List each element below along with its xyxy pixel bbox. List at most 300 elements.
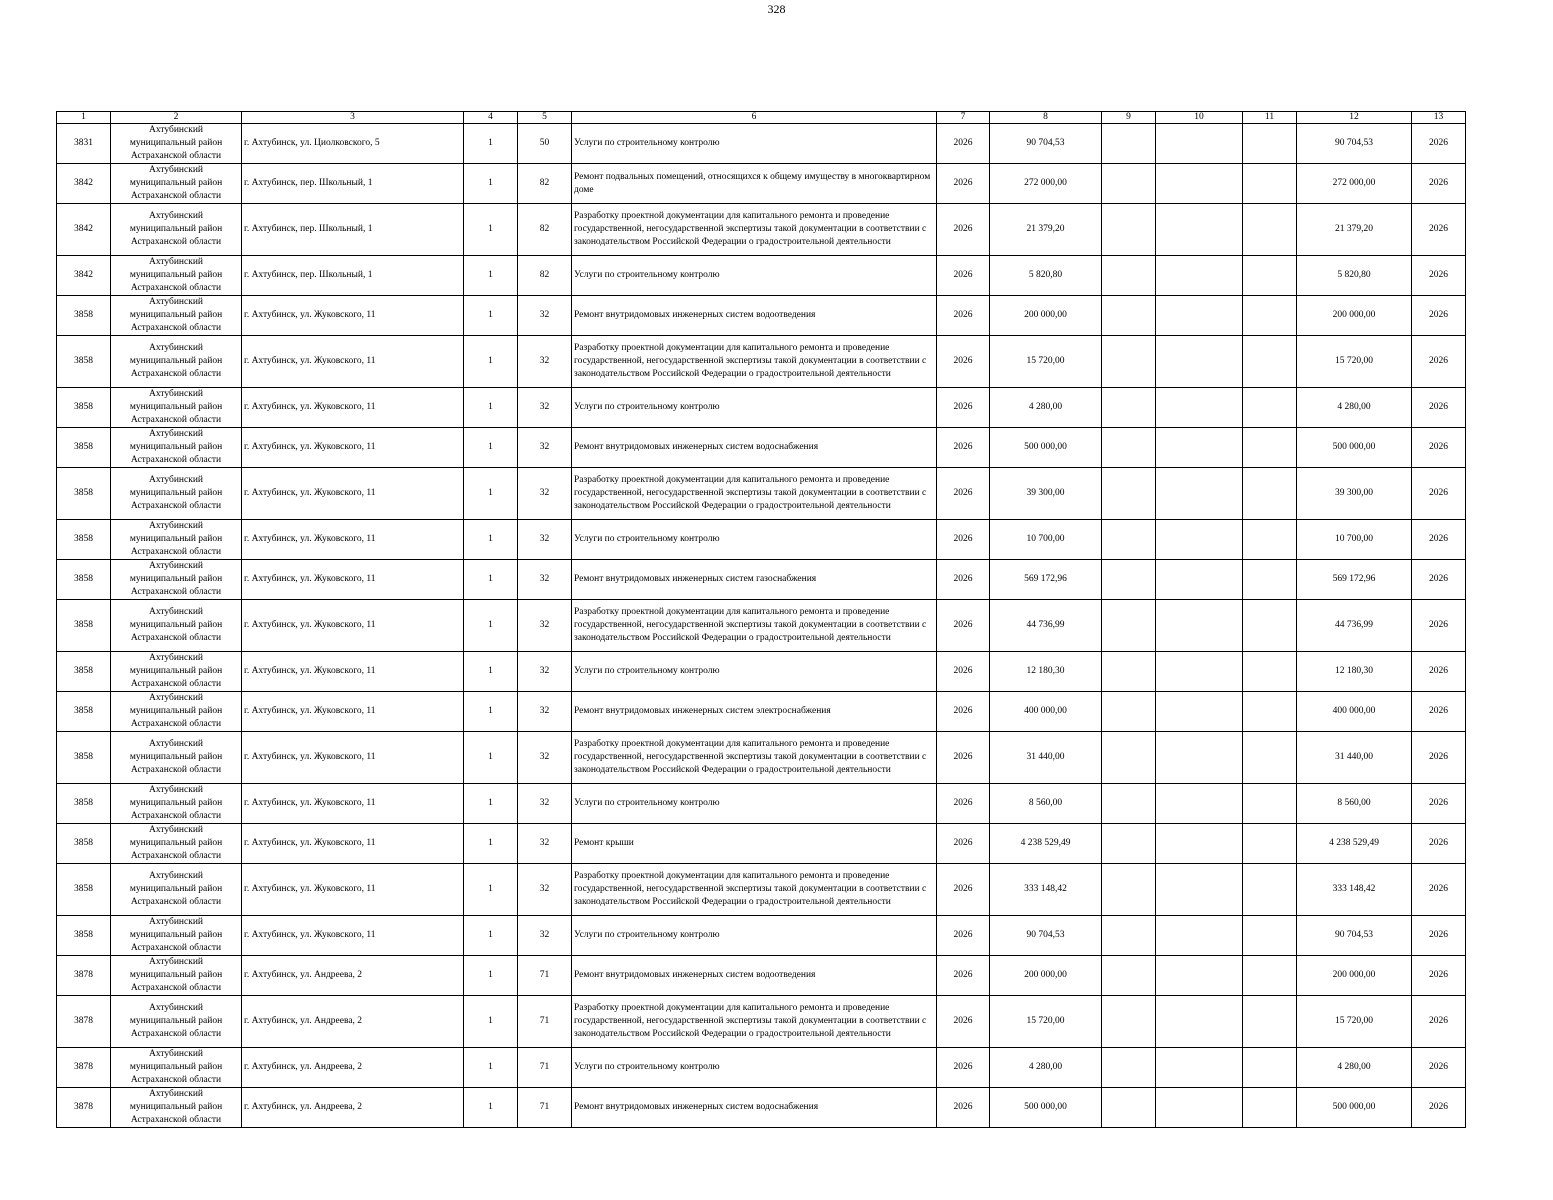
completion-year: 2026 [1412,560,1466,600]
municipality-line: Астраханской области [130,151,222,161]
col-5-value: 32 [518,468,572,520]
col-10-value [1156,256,1243,296]
object-number: 3858 [57,600,111,652]
col-9-value [1102,864,1156,916]
cost-regional: 90 704,53 [1297,916,1412,956]
municipality [111,956,242,996]
work-type: Разработку проектной документации для капитального ремонта и проведение государственной, негосударственной экспертизы такой документации в соответствии с законодательством Российской Федерации о градостроительной деятельности [572,468,937,520]
cost-regional: 200 000,00 [1297,956,1412,996]
year: 2026 [937,256,990,296]
municipality-line: Ахтубинский [148,257,204,267]
col-5-value: 32 [518,296,572,336]
completion-year: 2026 [1412,204,1466,256]
municipality [111,124,242,164]
object-number: 3858 [57,296,111,336]
completion-year: 2026 [1412,296,1466,336]
year: 2026 [937,1048,990,1088]
municipality-line: Астраханской области [130,283,222,293]
municipality [111,864,242,916]
col-9-value [1102,520,1156,560]
col-4-value: 1 [464,256,518,296]
col-5-value: 32 [518,388,572,428]
municipality-line: муниципальный район [129,884,223,894]
address: г. Ахтубинск, ул. Жуковского, 11 [242,784,464,824]
col-4-value: 1 [464,732,518,784]
object-number: 3858 [57,824,111,864]
col-10-value [1156,652,1243,692]
municipality-line: Ахтубинский [148,607,204,617]
col-10-value [1156,124,1243,164]
municipality-line: муниципальный район [129,534,223,544]
municipality-line: муниципальный район [129,838,223,848]
col-9-value [1102,996,1156,1048]
completion-year: 2026 [1412,652,1466,692]
municipality-line: Ахтубинский [148,739,204,749]
col-5-value: 71 [518,996,572,1048]
cost-total: 4 280,00 [990,1048,1102,1088]
col-10-value [1156,520,1243,560]
object-number: 3831 [57,124,111,164]
municipality [111,1048,242,1088]
col-11-value [1243,520,1297,560]
col-4-value: 1 [464,296,518,336]
work-type: Ремонт внутридомовых инженерных систем газоснабжения [572,560,937,600]
col-5-value: 71 [518,956,572,996]
column-header-10: 10 [1156,112,1243,124]
municipality-line: муниципальный район [129,1102,223,1112]
municipality [111,388,242,428]
table-row [57,428,1466,468]
col-9-value [1102,692,1156,732]
municipality [111,468,242,520]
work-type: Услуги по строительному контролю [572,124,937,164]
municipality-line: Ахтубинский [148,389,204,399]
object-number: 3858 [57,784,111,824]
cost-regional: 90 704,53 [1297,124,1412,164]
object-number: 3842 [57,204,111,256]
col-9-value [1102,824,1156,864]
col-5-value: 32 [518,784,572,824]
col-9-value [1102,468,1156,520]
col-4-value: 1 [464,388,518,428]
completion-year: 2026 [1412,256,1466,296]
municipality-line: Ахтубинский [148,1003,204,1013]
col-11-value [1243,1088,1297,1128]
work-type: Ремонт подвальных помещений, относящихся к общему имуществу в многоквартирном доме [572,164,937,204]
object-number: 3858 [57,916,111,956]
table-row [57,124,1466,164]
cost-regional: 15 720,00 [1297,336,1412,388]
table-row [57,296,1466,336]
col-4-value: 1 [464,600,518,652]
work-type: Ремонт внутридомовых инженерных систем электроснабжения [572,692,937,732]
municipality-line: Ахтубинский [148,1049,204,1059]
col-11-value [1243,164,1297,204]
col-5-value: 32 [518,824,572,864]
municipality-line: Астраханской области [130,983,222,993]
work-type: Ремонт внутридомовых инженерных систем водоотведения [572,956,937,996]
work-type: Услуги по строительному контролю [572,520,937,560]
col-9-value [1102,652,1156,692]
col-9-value [1102,1048,1156,1088]
cost-regional: 333 148,42 [1297,864,1412,916]
year: 2026 [937,956,990,996]
year: 2026 [937,784,990,824]
year: 2026 [937,824,990,864]
cost-regional: 400 000,00 [1297,692,1412,732]
col-11-value [1243,692,1297,732]
cost-total: 90 704,53 [990,916,1102,956]
col-10-value [1156,204,1243,256]
cost-total: 333 148,42 [990,864,1102,916]
completion-year: 2026 [1412,520,1466,560]
cost-regional: 39 300,00 [1297,468,1412,520]
col-11-value [1243,468,1297,520]
object-number: 3858 [57,732,111,784]
cost-total: 569 172,96 [990,560,1102,600]
municipality-line: Астраханской области [130,811,222,821]
completion-year: 2026 [1412,468,1466,520]
col-5-value: 32 [518,864,572,916]
municipality-line: муниципальный район [129,488,223,498]
municipality-line: Ахтубинский [148,521,204,531]
cost-regional: 12 180,30 [1297,652,1412,692]
col-9-value [1102,296,1156,336]
municipality-line: Ахтубинский [148,693,204,703]
col-11-value [1243,388,1297,428]
col-11-value [1243,652,1297,692]
address: г. Ахтубинск, пер. Школьный, 1 [242,256,464,296]
col-11-value [1243,560,1297,600]
table-row [57,520,1466,560]
object-number: 3842 [57,256,111,296]
cost-total: 10 700,00 [990,520,1102,560]
col-11-value [1243,916,1297,956]
municipality-line: муниципальный район [129,970,223,980]
municipality-line: Ахтубинский [148,871,204,881]
col-11-value [1243,824,1297,864]
cost-regional: 4 238 529,49 [1297,824,1412,864]
municipality-line: муниципальный район [129,356,223,366]
municipality-line: муниципальный район [129,138,223,148]
address: г. Ахтубинск, ул. Жуковского, 11 [242,520,464,560]
municipality-line: Ахтубинский [148,429,204,439]
municipality-line: Астраханской области [130,851,222,861]
col-10-value [1156,692,1243,732]
col-10-value [1156,296,1243,336]
col-5-value: 32 [518,428,572,468]
table-row [57,864,1466,916]
col-9-value [1102,600,1156,652]
col-4-value: 1 [464,336,518,388]
municipality-line: муниципальный район [129,620,223,630]
col-10-value [1156,164,1243,204]
completion-year: 2026 [1412,336,1466,388]
cost-total: 500 000,00 [990,428,1102,468]
col-9-value [1102,956,1156,996]
municipality [111,296,242,336]
col-10-value [1156,560,1243,600]
col-10-value [1156,1088,1243,1128]
col-9-value [1102,256,1156,296]
cost-total: 4 238 529,49 [990,824,1102,864]
municipality [111,600,242,652]
municipality [111,336,242,388]
column-header-12: 12 [1297,112,1412,124]
table-row [57,996,1466,1048]
address: г. Ахтубинск, ул. Жуковского, 11 [242,388,464,428]
address: г. Ахтубинск, ул. Жуковского, 11 [242,560,464,600]
completion-year: 2026 [1412,1088,1466,1128]
object-number: 3858 [57,652,111,692]
col-5-value: 32 [518,520,572,560]
col-11-value [1243,996,1297,1048]
col-10-value [1156,600,1243,652]
col-4-value: 1 [464,784,518,824]
cost-total: 15 720,00 [990,336,1102,388]
table-row [57,204,1466,256]
column-header-2: 2 [111,112,242,124]
col-4-value: 1 [464,124,518,164]
col-9-value [1102,204,1156,256]
completion-year: 2026 [1412,388,1466,428]
municipality-line: Астраханской области [130,547,222,557]
municipality-line: Ахтубинский [148,165,204,175]
col-10-value [1156,916,1243,956]
col-11-value [1243,864,1297,916]
address: г. Ахтубинск, пер. Школьный, 1 [242,204,464,256]
cost-total: 200 000,00 [990,296,1102,336]
work-type: Ремонт внутридомовых инженерных систем водоснабжения [572,428,937,468]
table-row [57,784,1466,824]
work-type: Разработку проектной документации для капитального ремонта и проведение государственной, негосударственной экспертизы такой документации в соответствии с законодательством Российской Федерации о градостроительной деятельности [572,996,937,1048]
cost-total: 31 440,00 [990,732,1102,784]
col-10-value [1156,336,1243,388]
cost-regional: 569 172,96 [1297,560,1412,600]
address: г. Ахтубинск, ул. Жуковского, 11 [242,468,464,520]
work-type: Разработку проектной документации для капитального ремонта и проведение государственной, негосударственной экспертизы такой документации в соответствии с законодательством Российской Федерации о градостроительной деятельности [572,864,937,916]
work-type: Услуги по строительному контролю [572,388,937,428]
column-header-6: 6 [572,112,937,124]
municipality-line: муниципальный район [129,752,223,762]
table-row [57,164,1466,204]
municipality [111,916,242,956]
municipality [111,520,242,560]
col-11-value [1243,296,1297,336]
cost-total: 400 000,00 [990,692,1102,732]
year: 2026 [937,864,990,916]
cost-total: 90 704,53 [990,124,1102,164]
municipality-line: муниципальный район [129,178,223,188]
municipality-line: Астраханской области [130,323,222,333]
col-5-value: 32 [518,916,572,956]
col-5-value: 32 [518,336,572,388]
cost-total: 8 560,00 [990,784,1102,824]
col-11-value [1243,784,1297,824]
col-5-value: 82 [518,164,572,204]
col-4-value: 1 [464,204,518,256]
municipality [111,824,242,864]
address: г. Ахтубинск, ул. Жуковского, 11 [242,916,464,956]
col-5-value: 32 [518,560,572,600]
column-header-13: 13 [1412,112,1466,124]
cost-total: 21 379,20 [990,204,1102,256]
cost-total: 39 300,00 [990,468,1102,520]
page-number: 328 [767,2,786,16]
municipality-line: муниципальный район [129,798,223,808]
municipality-line: Астраханской области [130,415,222,425]
object-number: 3878 [57,996,111,1048]
municipality-line: Астраханской области [130,1115,222,1125]
municipality [111,732,242,784]
municipality-line: Астраханской области [130,719,222,729]
col-9-value [1102,1088,1156,1128]
col-4-value: 1 [464,996,518,1048]
year: 2026 [937,600,990,652]
col-9-value [1102,784,1156,824]
col-4-value: 1 [464,468,518,520]
column-header-1: 1 [57,112,111,124]
table-row [57,956,1466,996]
col-5-value: 32 [518,692,572,732]
year: 2026 [937,520,990,560]
municipality-line: Астраханской области [130,1029,222,1039]
object-number: 3858 [57,560,111,600]
col-5-value: 32 [518,600,572,652]
municipality-line: Астраханской области [130,1075,222,1085]
work-type: Ремонт крыши [572,824,937,864]
col-10-value [1156,1048,1243,1088]
cost-regional: 500 000,00 [1297,1088,1412,1128]
address: г. Ахтубинск, ул. Жуковского, 11 [242,732,464,784]
completion-year: 2026 [1412,916,1466,956]
col-9-value [1102,916,1156,956]
work-type: Услуги по строительному контролю [572,916,937,956]
col-5-value: 32 [518,652,572,692]
municipality-line: муниципальный район [129,706,223,716]
address: г. Ахтубинск, ул. Андреева, 2 [242,996,464,1048]
municipality-line: Ахтубинский [148,785,204,795]
year: 2026 [937,1088,990,1128]
column-header-3: 3 [242,112,464,124]
completion-year: 2026 [1412,996,1466,1048]
completion-year: 2026 [1412,864,1466,916]
cost-total: 5 820,80 [990,256,1102,296]
col-9-value [1102,560,1156,600]
completion-year: 2026 [1412,1048,1466,1088]
municipality-line: муниципальный район [129,666,223,676]
address: г. Ахтубинск, ул. Андреева, 2 [242,1048,464,1088]
municipality-line: Астраханской области [130,897,222,907]
completion-year: 2026 [1412,692,1466,732]
cost-total: 200 000,00 [990,956,1102,996]
address: г. Ахтубинск, ул. Андреева, 2 [242,956,464,996]
col-9-value [1102,336,1156,388]
municipality-line: муниципальный район [129,574,223,584]
cost-regional: 200 000,00 [1297,296,1412,336]
municipality-line: муниципальный район [129,402,223,412]
table-row [57,256,1466,296]
col-4-value: 1 [464,1048,518,1088]
object-number: 3858 [57,864,111,916]
cost-regional: 31 440,00 [1297,732,1412,784]
col-11-value [1243,336,1297,388]
cost-regional: 272 000,00 [1297,164,1412,204]
year: 2026 [937,336,990,388]
municipality [111,996,242,1048]
col-9-value [1102,124,1156,164]
col-9-value [1102,164,1156,204]
work-type: Разработку проектной документации для капитального ремонта и проведение государственной, негосударственной экспертизы такой документации в соответствии с законодательством Российской Федерации о градостроительной деятельности [572,600,937,652]
col-10-value [1156,468,1243,520]
address: г. Ахтубинск, ул. Жуковского, 11 [242,692,464,732]
col-10-value [1156,428,1243,468]
table-row [57,692,1466,732]
cost-regional: 15 720,00 [1297,996,1412,1048]
municipality [111,428,242,468]
address: г. Ахтубинск, ул. Жуковского, 11 [242,652,464,692]
completion-year: 2026 [1412,124,1466,164]
year: 2026 [937,560,990,600]
year: 2026 [937,164,990,204]
col-11-value [1243,600,1297,652]
address: г. Ахтубинск, ул. Жуковского, 11 [242,824,464,864]
municipality [111,204,242,256]
year: 2026 [937,732,990,784]
object-number: 3858 [57,520,111,560]
cost-regional: 44 736,99 [1297,600,1412,652]
year: 2026 [937,388,990,428]
object-number: 3842 [57,164,111,204]
municipality-line: Ахтубинский [148,211,204,221]
col-4-value: 1 [464,864,518,916]
table-row [57,388,1466,428]
object-number: 3878 [57,956,111,996]
address: г. Ахтубинск, ул. Жуковского, 11 [242,600,464,652]
object-number: 3878 [57,1088,111,1128]
col-5-value: 82 [518,204,572,256]
municipality [111,164,242,204]
capital-repair-table [56,111,1466,1128]
municipality-line: Астраханской области [130,237,222,247]
column-header-11: 11 [1243,112,1297,124]
year: 2026 [937,124,990,164]
col-11-value [1243,204,1297,256]
municipality-line: муниципальный район [129,224,223,234]
completion-year: 2026 [1412,600,1466,652]
column-header-8: 8 [990,112,1102,124]
municipality-line: Ахтубинский [148,957,204,967]
municipality-line: муниципальный район [129,930,223,940]
completion-year: 2026 [1412,784,1466,824]
municipality-line: Ахтубинский [148,125,204,135]
municipality-line: Астраханской области [130,943,222,953]
table-row [57,1088,1466,1128]
municipality-line: муниципальный район [129,270,223,280]
col-5-value: 32 [518,732,572,784]
municipality-line: Ахтубинский [148,1089,204,1099]
object-number: 3858 [57,692,111,732]
col-4-value: 1 [464,956,518,996]
cost-regional: 21 379,20 [1297,204,1412,256]
year: 2026 [937,652,990,692]
cost-total: 15 720,00 [990,996,1102,1048]
year: 2026 [937,428,990,468]
address: г. Ахтубинск, ул. Жуковского, 11 [242,864,464,916]
column-header-5: 5 [518,112,572,124]
col-9-value [1102,428,1156,468]
col-4-value: 1 [464,560,518,600]
